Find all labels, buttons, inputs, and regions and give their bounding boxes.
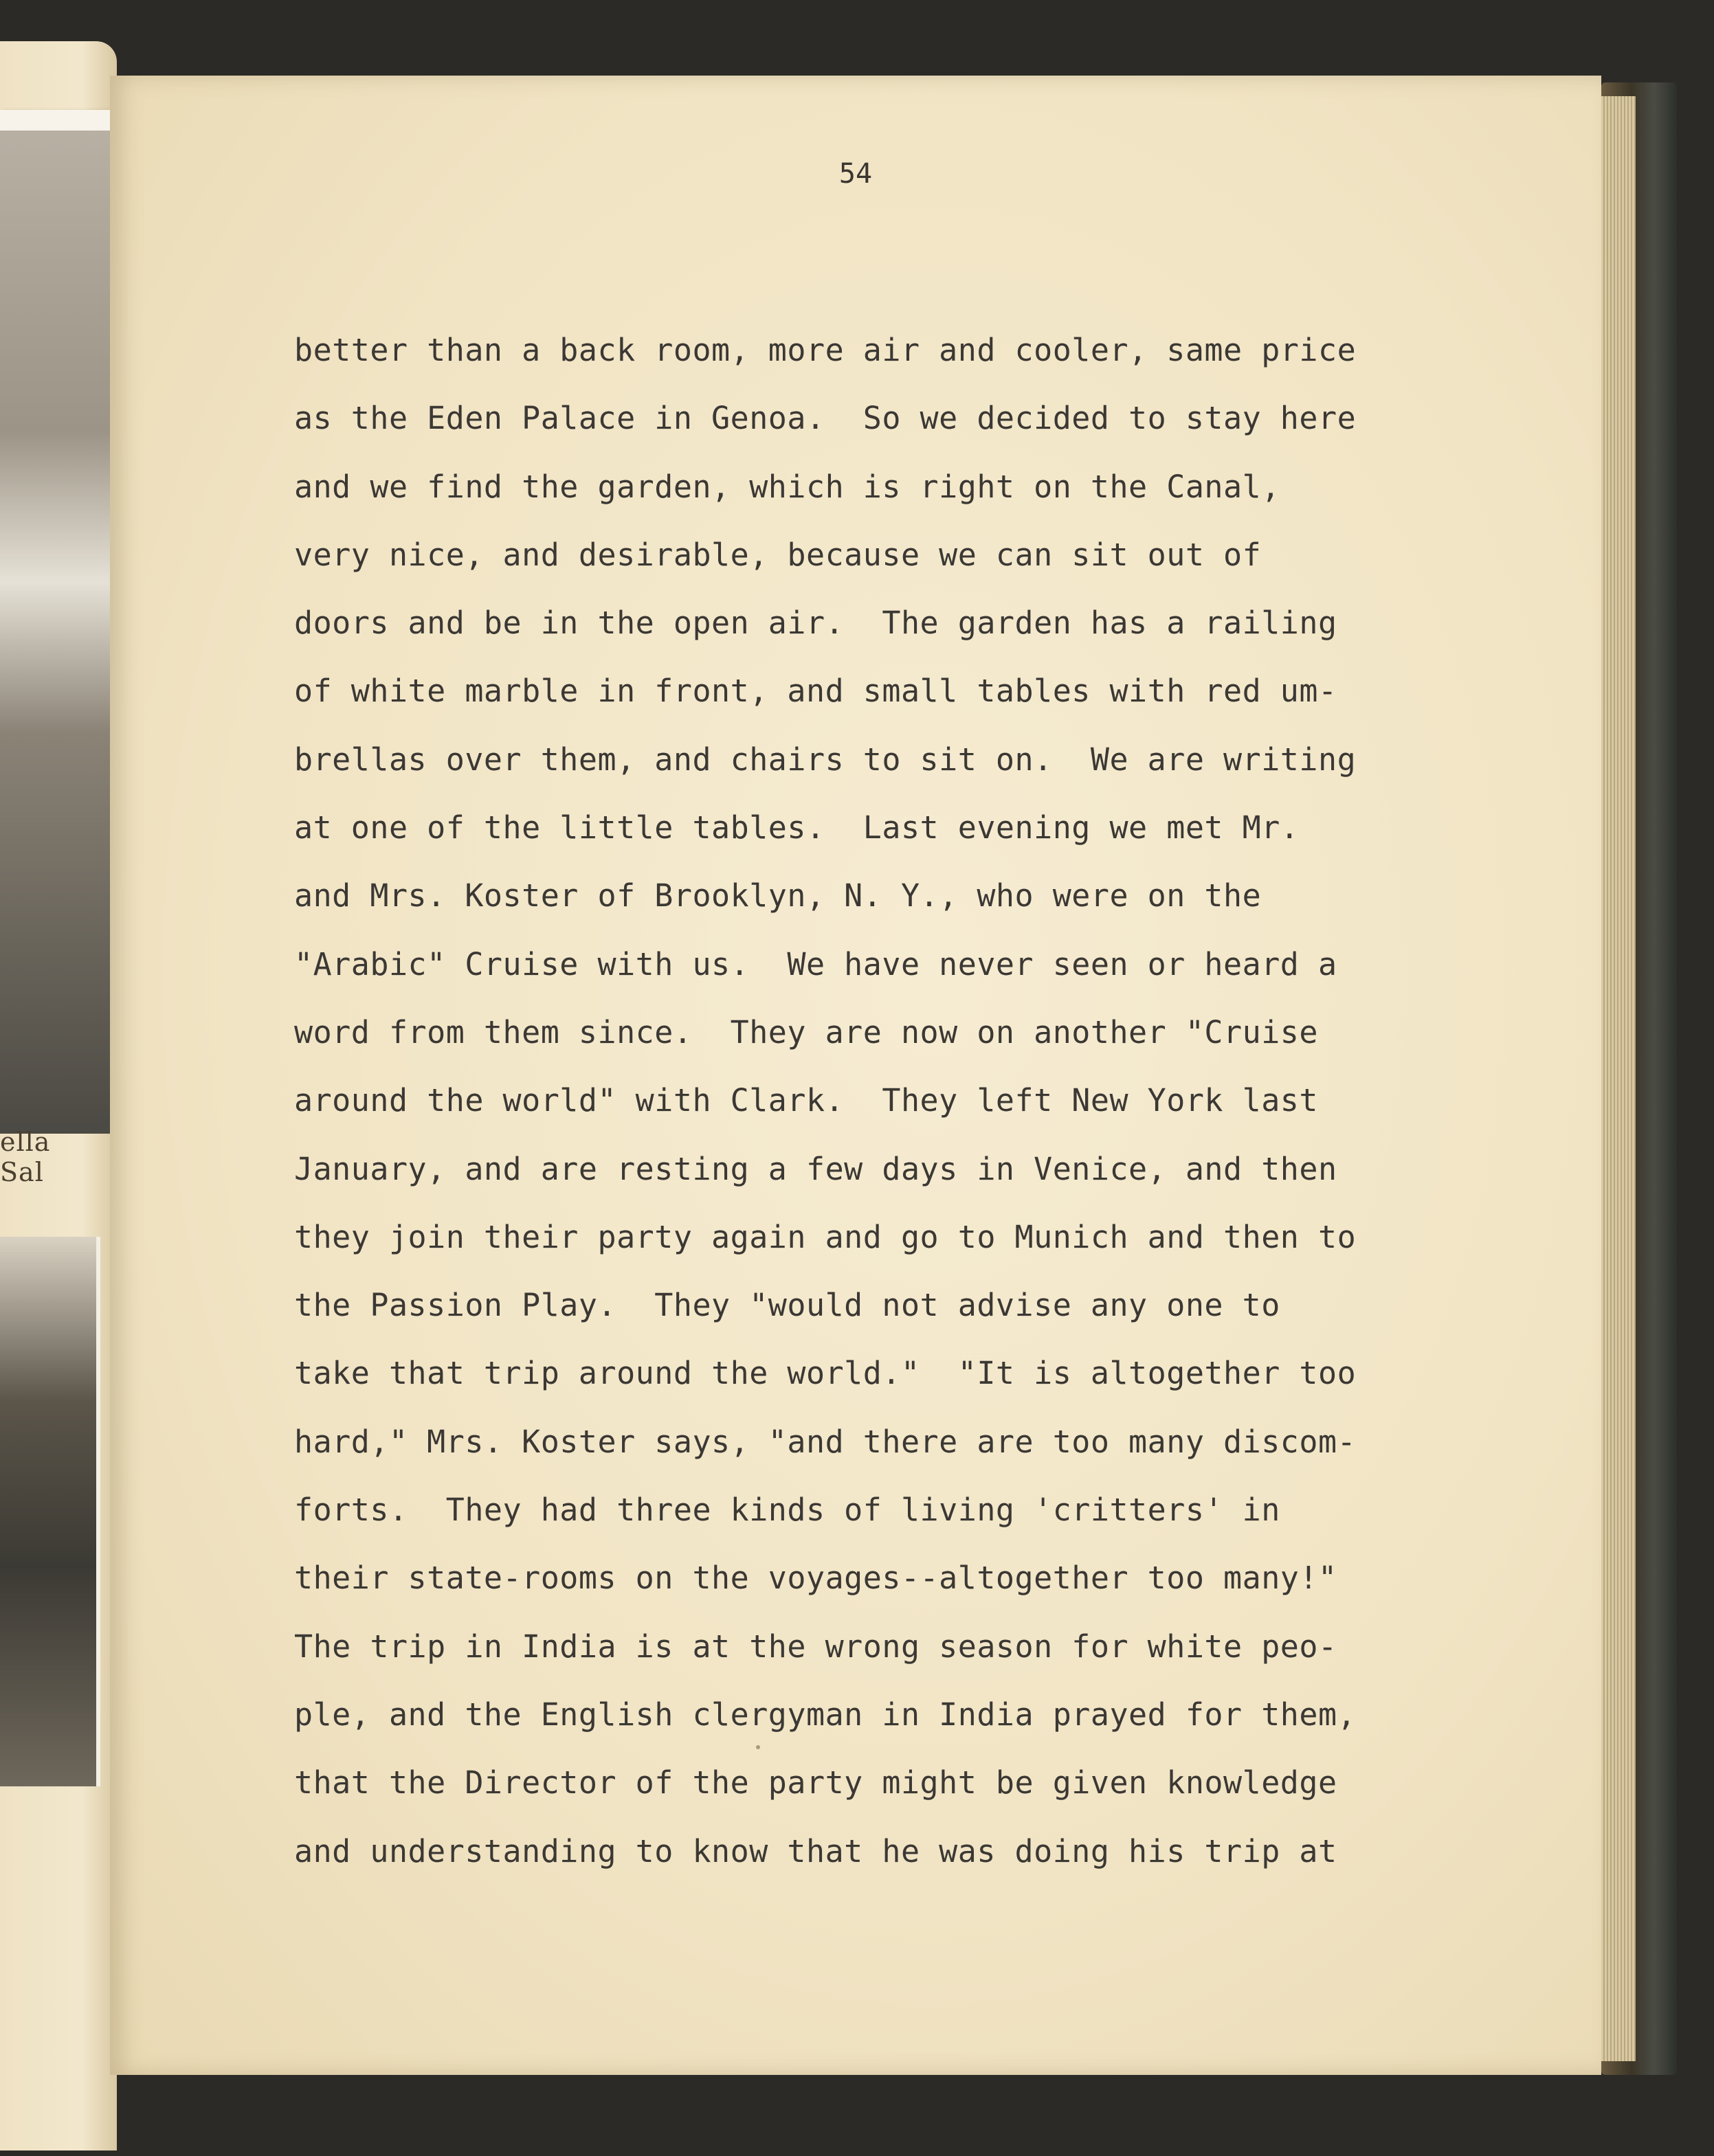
text-line: very nice, and desirable, because we can sit out of — [294, 536, 1262, 573]
photograph-image — [0, 131, 127, 1134]
text-line: around the world" with Clark. They left New York last — [294, 1082, 1318, 1119]
text-line: The trip in India is at the wrong season for white peo- — [294, 1628, 1337, 1665]
text-line: as the Eden Palace in Genoa. So we decided to stay here — [294, 400, 1357, 437]
page-number: 54 — [838, 158, 873, 190]
text-line: hard," Mrs. Koster says, "and there are too many discom- — [294, 1423, 1357, 1460]
text-line: that the Director of the party might be given knowledge — [294, 1764, 1337, 1801]
text-line: of white marble in front, and small tables with red um- — [294, 673, 1337, 710]
text-line: "Arabic" Cruise with us. We have never seen or heard a — [294, 945, 1337, 982]
text-line: ple, and the English clergyman in India prayed for them, — [294, 1696, 1357, 1733]
text-line: doors and be in the open air. The garden has a railing — [294, 605, 1337, 642]
typed-page — [110, 76, 1601, 2075]
text-line: they join their party again and go to Munich and then to — [294, 1218, 1357, 1255]
page-mark — [756, 1745, 760, 1749]
text-line: take that trip around the world." "It is altogether too — [294, 1355, 1357, 1392]
text-line: the Passion Play. They "would not advise any one to — [294, 1287, 1280, 1324]
text-line: and we find the garden, which is right on the Canal, — [294, 468, 1280, 505]
text-line: word from them since. They are now on another "Cruise — [294, 1013, 1318, 1051]
text-line: forts. They had three kinds of living 'critters' in — [294, 1492, 1280, 1529]
text-line: at one of the little tables. Last evening we met Mr. — [294, 809, 1300, 846]
text-line: and understanding to know that he was doing his trip at — [294, 1832, 1337, 1869]
text-line: brellas over them, and chairs to sit on. We are writing — [294, 741, 1357, 778]
left-page-photo-caption: ella Sal — [0, 1127, 51, 1187]
left-page-photograph-bottom — [0, 1237, 100, 1786]
text-line: their state-rooms on the voyages--altogether too many!" — [294, 1560, 1337, 1597]
typed-text-block — [294, 316, 1586, 1885]
text-line: and Mrs. Koster of Brooklyn, N. Y., who were on the — [294, 877, 1262, 914]
text-line: better than a back room, more air and cooler, same price — [294, 332, 1357, 368]
text-line: January, and are resting a few days in Venice, and then — [294, 1150, 1337, 1187]
